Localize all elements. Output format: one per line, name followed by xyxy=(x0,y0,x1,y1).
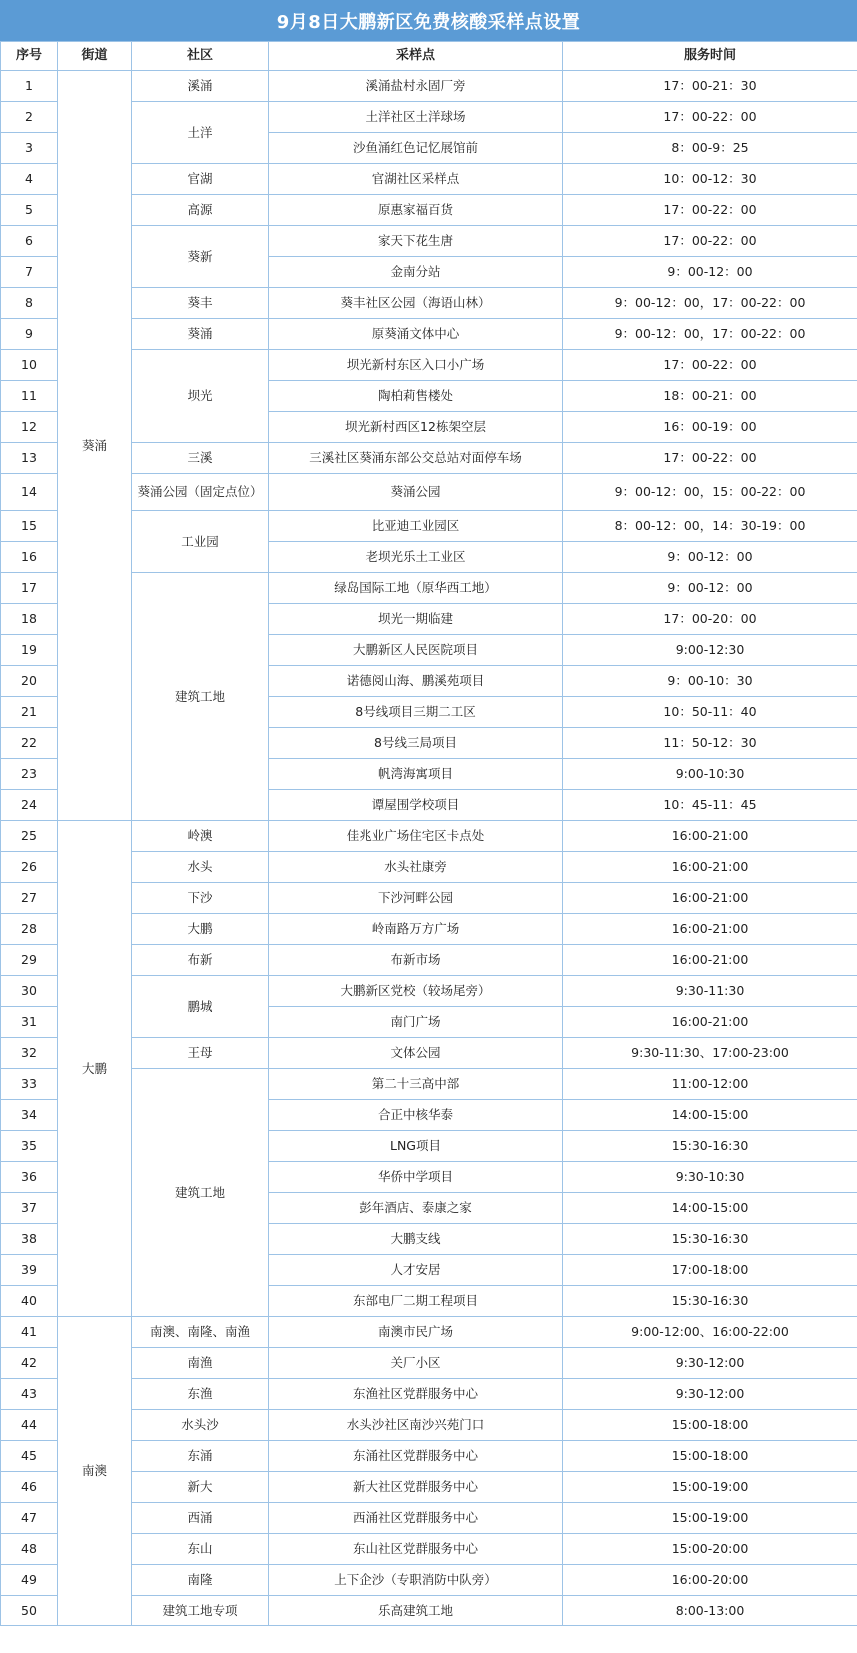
table-row xyxy=(1,821,857,852)
site-cell: 比亚迪工业园区 xyxy=(269,511,563,542)
time-cell: 9:30-11:30、17:00-23:00 xyxy=(563,1038,857,1069)
community-cell: 王母 xyxy=(132,1038,269,1069)
community-cell: 官湖 xyxy=(132,164,269,195)
site-cell: 上下企沙（专职消防中队旁） xyxy=(269,1565,563,1596)
community-cell: 大鹏 xyxy=(132,914,269,945)
time-cell: 10：45-11：45 xyxy=(563,790,857,821)
community-cell: 水头沙 xyxy=(132,1410,269,1441)
time-cell: 16:00-21:00 xyxy=(563,821,857,852)
time-cell: 15:30-16:30 xyxy=(563,1131,857,1162)
row-no: 20 xyxy=(1,666,58,697)
site-cell: 水头沙社区南沙兴苑门口 xyxy=(269,1410,563,1441)
site-cell: 文体公园 xyxy=(269,1038,563,1069)
time-cell: 14:00-15:00 xyxy=(563,1100,857,1131)
site-cell: 葵丰社区公园（海语山林） xyxy=(269,288,563,319)
row-no: 14 xyxy=(1,474,58,511)
site-cell: 三溪社区葵涌东部公交总站对面停车场 xyxy=(269,443,563,474)
site-cell: 东涌社区党群服务中心 xyxy=(269,1441,563,1472)
time-cell: 14:00-15:00 xyxy=(563,1193,857,1224)
time-cell: 11:00-12:00 xyxy=(563,1069,857,1100)
site-cell: 西涌社区党群服务中心 xyxy=(269,1503,563,1534)
community-cell: 葵涌公园（固定点位） xyxy=(132,474,269,511)
site-cell: 坝光新村东区入口小广场 xyxy=(269,350,563,381)
time-cell: 16:00-21:00 xyxy=(563,883,857,914)
site-cell: 老坝光乐土工业区 xyxy=(269,542,563,573)
community-cell: 下沙 xyxy=(132,883,269,914)
row-no: 32 xyxy=(1,1038,58,1069)
row-no: 16 xyxy=(1,542,58,573)
site-cell: 东部电厂二期工程项目 xyxy=(269,1286,563,1317)
row-no: 19 xyxy=(1,635,58,666)
header-community: 社区 xyxy=(132,42,269,71)
site-cell: 乐高建筑工地 xyxy=(269,1596,563,1626)
row-no: 4 xyxy=(1,164,58,195)
row-no: 21 xyxy=(1,697,58,728)
row-no: 45 xyxy=(1,1441,58,1472)
site-cell: 谭屋围学校项目 xyxy=(269,790,563,821)
site-cell: 人才安居 xyxy=(269,1255,563,1286)
community-cell: 布新 xyxy=(132,945,269,976)
time-cell: 9:00-12:30 xyxy=(563,635,857,666)
row-no: 15 xyxy=(1,511,58,542)
community-cell: 溪涌 xyxy=(132,71,269,102)
row-no: 26 xyxy=(1,852,58,883)
site-cell: 8号线项目三期二工区 xyxy=(269,697,563,728)
row-no: 6 xyxy=(1,226,58,257)
time-cell: 15:00-18:00 xyxy=(563,1441,857,1472)
row-no: 47 xyxy=(1,1503,58,1534)
row-no: 18 xyxy=(1,604,58,635)
time-cell: 16:00-21:00 xyxy=(563,914,857,945)
time-cell: 8:00-13:00 xyxy=(563,1596,857,1626)
time-cell: 11：50-12：30 xyxy=(563,728,857,759)
site-cell: 陶柏莉售楼处 xyxy=(269,381,563,412)
time-cell: 10：50-11：40 xyxy=(563,697,857,728)
row-no: 41 xyxy=(1,1317,58,1348)
time-cell: 15:00-18:00 xyxy=(563,1410,857,1441)
page-title: 9月8日大鹏新区免费核酸采样点设置 xyxy=(0,0,857,41)
site-cell: 坝光新村西区12栋架空层 xyxy=(269,412,563,443)
community-cell: 鹏城 xyxy=(132,976,269,1038)
community-cell: 南澳、南隆、南渔 xyxy=(132,1317,269,1348)
site-cell: 土洋社区土洋球场 xyxy=(269,102,563,133)
community-cell: 建筑工地 xyxy=(132,1069,269,1317)
site-cell: 南澳市民广场 xyxy=(269,1317,563,1348)
time-cell: 9:30-12:00 xyxy=(563,1348,857,1379)
site-cell: 大鹏新区人民医院项目 xyxy=(269,635,563,666)
community-cell: 水头 xyxy=(132,852,269,883)
site-cell: 佳兆业广场住宅区卡点处 xyxy=(269,821,563,852)
row-no: 44 xyxy=(1,1410,58,1441)
site-cell: 诺德阅山海、鹏溪苑项目 xyxy=(269,666,563,697)
site-cell: 彭年酒店、泰康之家 xyxy=(269,1193,563,1224)
community-cell: 坝光 xyxy=(132,350,269,443)
time-cell: 17:00-18:00 xyxy=(563,1255,857,1286)
row-no: 22 xyxy=(1,728,58,759)
time-cell: 15:00-19:00 xyxy=(563,1472,857,1503)
community-cell: 南隆 xyxy=(132,1565,269,1596)
site-cell: 家天下花生唐 xyxy=(269,226,563,257)
row-no: 35 xyxy=(1,1131,58,1162)
row-no: 48 xyxy=(1,1534,58,1565)
time-cell: 17：00-22：00 xyxy=(563,443,857,474)
row-no: 29 xyxy=(1,945,58,976)
row-no: 11 xyxy=(1,381,58,412)
community-cell: 岭澳 xyxy=(132,821,269,852)
row-no: 43 xyxy=(1,1379,58,1410)
time-cell: 16:00-21:00 xyxy=(563,945,857,976)
street-cell: 南澳 xyxy=(58,1317,132,1626)
time-cell: 17：00-22：00 xyxy=(563,226,857,257)
community-cell: 南渔 xyxy=(132,1348,269,1379)
row-no: 10 xyxy=(1,350,58,381)
row-no: 3 xyxy=(1,133,58,164)
time-cell: 9:30-12:00 xyxy=(563,1379,857,1410)
site-cell: 大鹏新区党校（较场尾旁） xyxy=(269,976,563,1007)
row-no: 40 xyxy=(1,1286,58,1317)
row-no: 13 xyxy=(1,443,58,474)
site-cell: 坝光一期临建 xyxy=(269,604,563,635)
site-cell: 岭南路万方广场 xyxy=(269,914,563,945)
site-cell: 下沙河畔公园 xyxy=(269,883,563,914)
row-no: 23 xyxy=(1,759,58,790)
row-no: 7 xyxy=(1,257,58,288)
site-cell: LNG项目 xyxy=(269,1131,563,1162)
site-cell: 布新市场 xyxy=(269,945,563,976)
row-no: 36 xyxy=(1,1162,58,1193)
header-site: 采样点 xyxy=(269,42,563,71)
site-cell: 帆湾海寓项目 xyxy=(269,759,563,790)
time-cell: 17：00-21：30 xyxy=(563,71,857,102)
site-cell: 新大社区党群服务中心 xyxy=(269,1472,563,1503)
time-cell: 9：00-12：00 xyxy=(563,257,857,288)
community-cell: 东山 xyxy=(132,1534,269,1565)
time-cell: 18：00-21：00 xyxy=(563,381,857,412)
time-cell: 17：00-20：00 xyxy=(563,604,857,635)
time-cell: 9:00-12:00、16:00-22:00 xyxy=(563,1317,857,1348)
row-no: 33 xyxy=(1,1069,58,1100)
header-time: 服务时间 xyxy=(563,42,857,71)
row-no: 37 xyxy=(1,1193,58,1224)
site-cell: 8号线三局项目 xyxy=(269,728,563,759)
row-no: 25 xyxy=(1,821,58,852)
row-no: 2 xyxy=(1,102,58,133)
time-cell: 15:30-16:30 xyxy=(563,1286,857,1317)
row-no: 34 xyxy=(1,1100,58,1131)
site-cell: 东渔社区党群服务中心 xyxy=(269,1379,563,1410)
community-cell: 葵涌 xyxy=(132,319,269,350)
time-cell: 9:00-10:30 xyxy=(563,759,857,790)
site-cell: 原葵涌文体中心 xyxy=(269,319,563,350)
row-no: 12 xyxy=(1,412,58,443)
row-no: 42 xyxy=(1,1348,58,1379)
site-cell: 原惠家福百货 xyxy=(269,195,563,226)
time-cell: 16:00-21:00 xyxy=(563,1007,857,1038)
community-cell: 土洋 xyxy=(132,102,269,164)
time-cell: 9：00-12：00，17：00-22：00 xyxy=(563,319,857,350)
site-cell: 水头社康旁 xyxy=(269,852,563,883)
time-cell: 9：00-12：00 xyxy=(563,542,857,573)
site-cell: 大鹏支线 xyxy=(269,1224,563,1255)
header-no: 序号 xyxy=(1,42,58,71)
row-no: 38 xyxy=(1,1224,58,1255)
street-cell: 葵涌 xyxy=(58,71,132,821)
time-cell: 9：00-12：00，17：00-22：00 xyxy=(563,288,857,319)
community-cell: 高源 xyxy=(132,195,269,226)
time-cell: 9：00-10：30 xyxy=(563,666,857,697)
community-cell: 西涌 xyxy=(132,1503,269,1534)
community-cell: 葵丰 xyxy=(132,288,269,319)
time-cell: 9:30-10:30 xyxy=(563,1162,857,1193)
time-cell: 17：00-22：00 xyxy=(563,350,857,381)
time-cell: 10：00-12：30 xyxy=(563,164,857,195)
row-no: 31 xyxy=(1,1007,58,1038)
site-cell: 第二十三高中部 xyxy=(269,1069,563,1100)
time-cell: 9：00-12：00 xyxy=(563,573,857,604)
community-cell: 工业园 xyxy=(132,511,269,573)
table-row xyxy=(1,1317,857,1348)
community-cell: 葵新 xyxy=(132,226,269,288)
time-cell: 15:00-19:00 xyxy=(563,1503,857,1534)
site-cell: 关厂小区 xyxy=(269,1348,563,1379)
time-cell: 16:00-20:00 xyxy=(563,1565,857,1596)
row-no: 39 xyxy=(1,1255,58,1286)
time-cell: 8：00-12：00，14：30-19：00 xyxy=(563,511,857,542)
time-cell: 17：00-22：00 xyxy=(563,195,857,226)
site-cell: 南门广场 xyxy=(269,1007,563,1038)
community-cell: 建筑工地专项 xyxy=(132,1596,269,1626)
row-no: 5 xyxy=(1,195,58,226)
header-street: 街道 xyxy=(58,42,132,71)
site-cell: 金南分站 xyxy=(269,257,563,288)
community-cell: 三溪 xyxy=(132,443,269,474)
time-cell: 17：00-22：00 xyxy=(563,102,857,133)
site-cell: 华侨中学项目 xyxy=(269,1162,563,1193)
site-cell: 合正中核华泰 xyxy=(269,1100,563,1131)
time-cell: 9：00-12：00，15：00-22：00 xyxy=(563,474,857,511)
row-no: 49 xyxy=(1,1565,58,1596)
time-cell: 16：00-19：00 xyxy=(563,412,857,443)
community-cell: 新大 xyxy=(132,1472,269,1503)
site-cell: 绿岛国际工地（原华西工地） xyxy=(269,573,563,604)
row-no: 50 xyxy=(1,1596,58,1626)
community-cell: 建筑工地 xyxy=(132,573,269,821)
site-cell: 东山社区党群服务中心 xyxy=(269,1534,563,1565)
table-header-row xyxy=(1,42,857,71)
row-no: 46 xyxy=(1,1472,58,1503)
row-no: 17 xyxy=(1,573,58,604)
time-cell: 8：00-9：25 xyxy=(563,133,857,164)
time-cell: 15:00-20:00 xyxy=(563,1534,857,1565)
table-row xyxy=(1,71,857,102)
row-no: 8 xyxy=(1,288,58,319)
time-cell: 16:00-21:00 xyxy=(563,852,857,883)
site-cell: 葵涌公园 xyxy=(269,474,563,511)
row-no: 30 xyxy=(1,976,58,1007)
street-cell: 大鹏 xyxy=(58,821,132,1317)
site-cell: 溪涌盐村永固厂旁 xyxy=(269,71,563,102)
row-no: 27 xyxy=(1,883,58,914)
site-cell: 沙鱼涌红色记忆展馆前 xyxy=(269,133,563,164)
time-cell: 15:30-16:30 xyxy=(563,1224,857,1255)
row-no: 9 xyxy=(1,319,58,350)
sampling-sites-table xyxy=(0,41,857,1626)
community-cell: 东涌 xyxy=(132,1441,269,1472)
time-cell: 9:30-11:30 xyxy=(563,976,857,1007)
row-no: 28 xyxy=(1,914,58,945)
site-cell: 官湖社区采样点 xyxy=(269,164,563,195)
row-no: 24 xyxy=(1,790,58,821)
community-cell: 东渔 xyxy=(132,1379,269,1410)
row-no: 1 xyxy=(1,71,58,102)
